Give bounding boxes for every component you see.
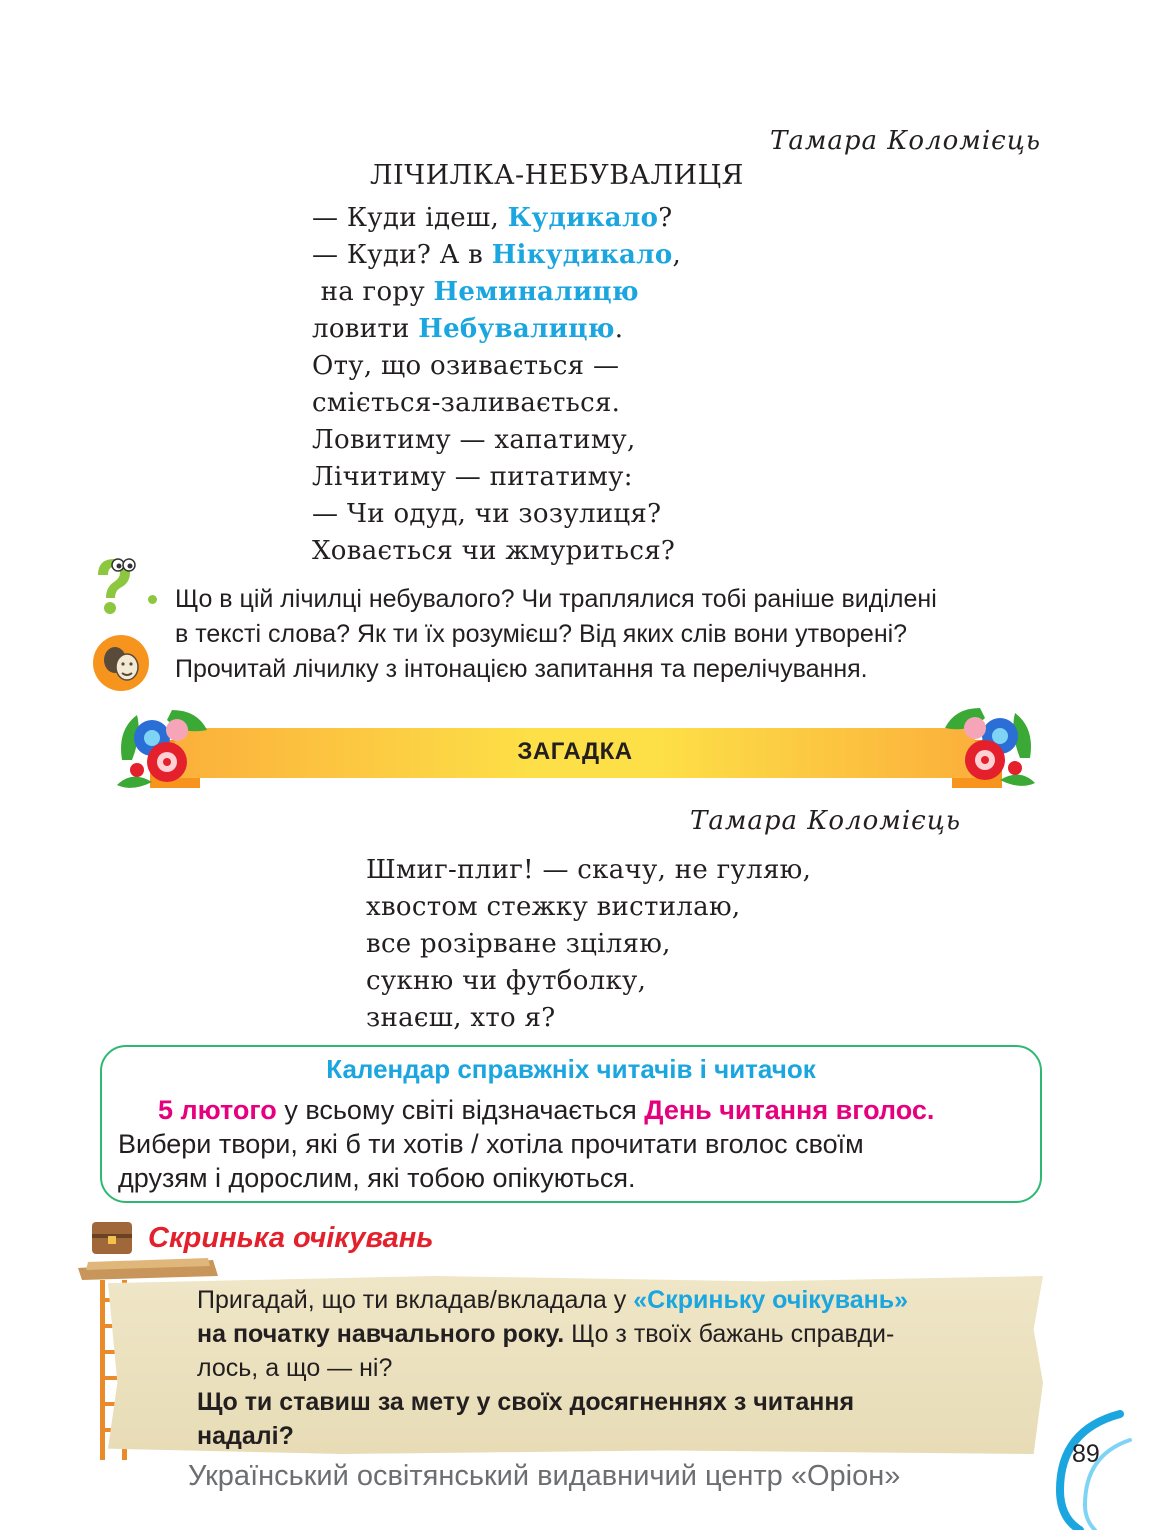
calendar-event: День читання вголос. [644,1095,935,1125]
keyword: Неминалицю [433,277,639,307]
poem-line: Шмиг-плиг! — скачу, не гуляю, [366,855,812,885]
chest-keyword: «Скриньку очікувань» [633,1286,909,1314]
chest-line: лось, а що — ні? [197,1354,393,1382]
page-arc-icon [1040,1410,1162,1530]
question-mark-icon [88,555,138,617]
chest-line: Пригадай, що ти вкладав/вкладала у «Скриньку очікувань» [197,1286,909,1314]
poem1-title: ЛІЧИЛКА-НЕБУВАЛИЦЯ [370,160,744,191]
chest-heading: Скринька очікувань [148,1222,434,1254]
calendar-date: 5 лютого [158,1095,277,1125]
keyword: Небувалицю [418,314,615,344]
bullet-dot [148,595,157,604]
calendar-line: друзям і дорослим, які тобою опікуються. [118,1163,636,1193]
poem-line: хвостом стежку вистилаю, [366,892,741,922]
poem-line: сукню чи футболку, [366,966,647,996]
question-line: в тексті слова? Як ти їх розумієш? Від яких слів вони утворені? [175,620,908,648]
poem1-body [312,200,681,570]
poem-line: все розірване зціляю, [366,929,671,959]
page-number: 89 [1072,1440,1100,1468]
questions-block [175,582,937,687]
theater-masks-icon [92,634,150,692]
poem-line: знаєш, хто я? [366,1003,556,1033]
calendar-line: Вибери твори, які б ти хотів / хотіла прочитати вголос своїм [118,1129,864,1159]
publisher-footer: Український освітянський видавничий центр «Оріон» [188,1460,901,1492]
keyword: Кудикало [507,203,659,233]
chest-line: Що ти ставиш за мету у своїх досягненнях з читання [197,1388,855,1416]
poem-line: — Чи одуд, чи зозулиця? [312,499,662,529]
poem-line: Ловитиму — хапатиму, [312,425,636,455]
poem-line: — Куди? А в Нікудикало, [312,240,682,270]
keyword: Нікудикало [491,240,673,270]
poem-line: на гору Неминалицю [312,277,639,307]
poem-line: сміється-заливається. [312,388,621,418]
chest-line: на початку навчального року. Що з твоїх бажань справди- [197,1320,895,1348]
poem2-body [366,852,811,1037]
poem2-author: Тамара Коломієць [690,806,962,836]
calendar-line: 5 лютого у всьому світі відзначається День читання вголос. [158,1095,935,1125]
flower-ornament-left-icon [112,700,212,792]
poem-line: Оту, що озивається — [312,351,620,381]
banner-title: ЗАГАДКА [517,738,633,765]
poem-line: — Куди ідеш, Кудикало? [312,203,673,233]
poem1-author: Тамара Коломієць [770,126,1042,156]
poem-line: Ховається чи жмуриться? [312,536,676,566]
question-line: Що в цій лічилці небувалого? Чи траплялися тобі раніше виділені [175,585,937,613]
chest-line: надалі? [197,1422,294,1450]
poem-line: ловити Небувалицю. [312,314,624,344]
flower-ornament-right-icon [940,698,1040,790]
calendar-title: Календар справжніх читачів і читачок [326,1054,816,1084]
poem-line: Лічитиму — питатиму: [312,462,633,492]
question-line: Прочитай лічилку з інтонацією запитання та перелічування. [175,655,868,683]
